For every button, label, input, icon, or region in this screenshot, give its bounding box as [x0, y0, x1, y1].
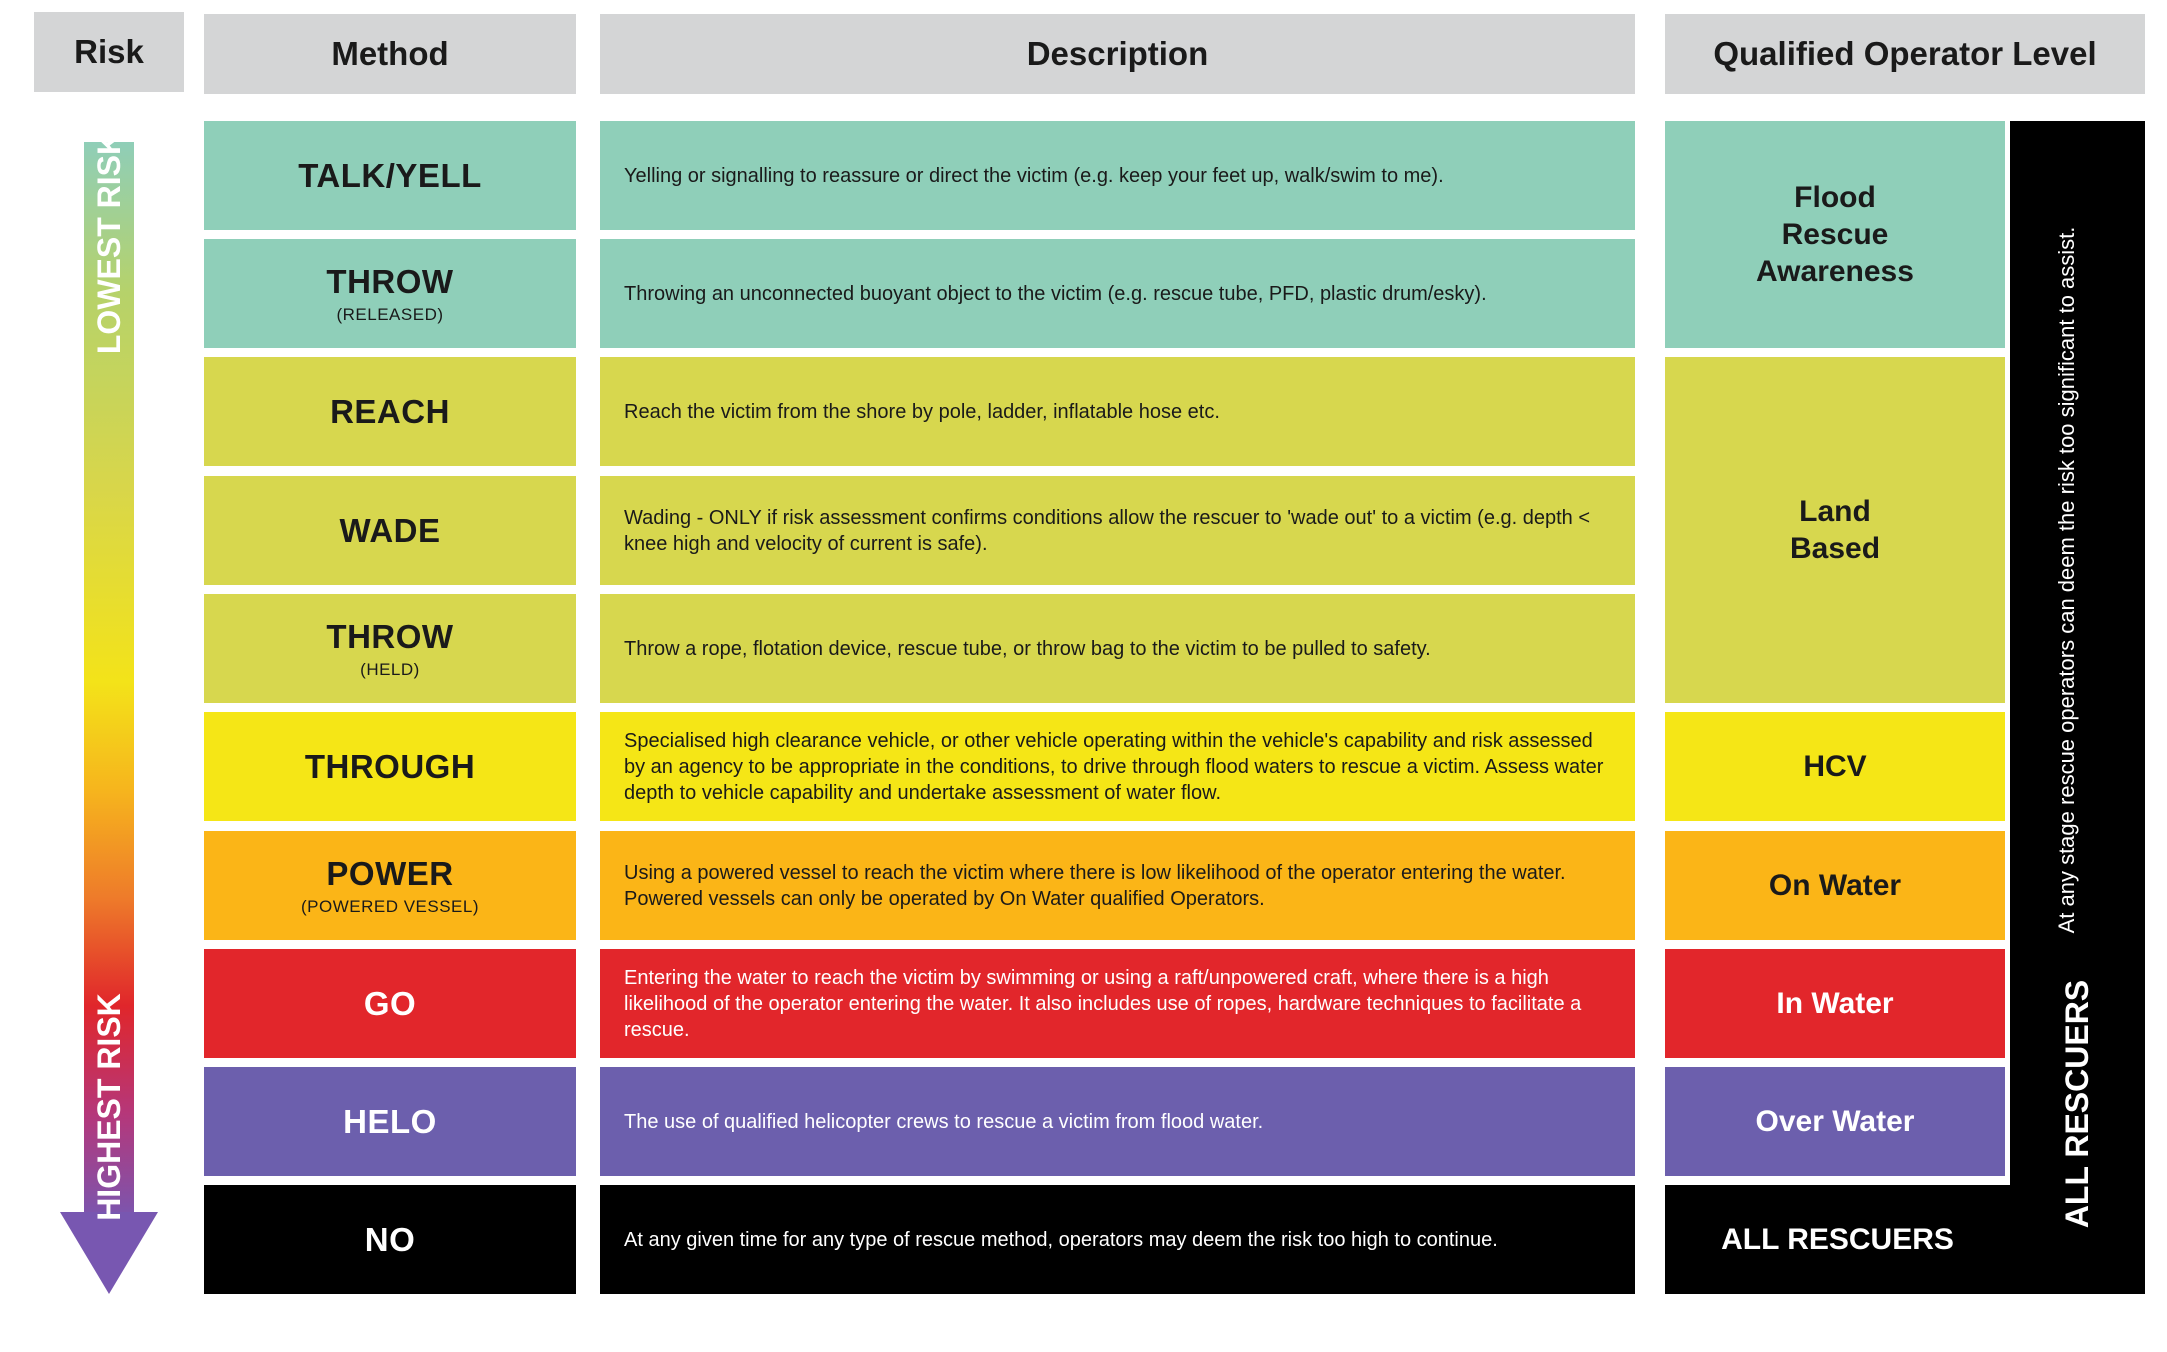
level-label: Land Based — [1789, 495, 1881, 565]
description-cell — [600, 357, 1635, 466]
description-cell — [600, 1185, 1635, 1294]
description-text: The use of qualified helicopter crews to rescue a victim from flood water. — [624, 1110, 1264, 1133]
method-cell — [204, 831, 576, 940]
qualified-operator-level-header: Qualified Operator Level — [1665, 14, 2145, 94]
method-name: THROW — [326, 617, 454, 655]
method-name: TALK/YELL — [298, 156, 482, 194]
description-cell — [600, 712, 1635, 821]
level-label: HCV — [1803, 750, 1867, 783]
lowest-risk-label: LOWEST RISK — [91, 131, 127, 355]
side-panel-all-rescuers-label: ALL RESCUERS — [2059, 979, 2095, 1229]
description-text: Wading - ONLY if risk assessment confirms conditions allow the rescuer to 'wade out' to a victim (e.g. depth < knee high and velocity of current is safe). — [624, 506, 1591, 555]
description-text: Entering the water to reach the victim by swimming or using a raft/unpowered craft, where there is a high likelihood of the operator entering the water. It also includes use of ropes, hardware techniques to facilitate a rescue. — [624, 966, 1582, 1041]
method-name: GO — [363, 984, 417, 1022]
method-cell — [204, 121, 576, 230]
description-text: Reach the victim from the shore by pole, ladder, inflatable hose etc. — [624, 400, 1220, 423]
level-label: Over Water — [1755, 1105, 1915, 1138]
description-cell — [600, 476, 1635, 585]
level-land-based — [1665, 357, 2005, 703]
method-name: THROW — [326, 262, 454, 300]
description-text: Throwing an unconnected buoyant object to the victim (e.g. rescue tube, PFD, plastic drum/esky). — [624, 282, 1487, 305]
level-flood-rescue-awareness — [1665, 121, 2005, 348]
highest-risk-label: HIGHEST RISK — [91, 993, 127, 1221]
description-text: Using a powered vessel to reach the victim where there is low likelihood of the operator entering the water. Powered vessels can only be operated by On Water qualified Operators. — [624, 861, 1566, 910]
description-cell — [600, 949, 1635, 1058]
level-label: On Water — [1768, 869, 1902, 902]
description-cell — [600, 239, 1635, 348]
risk-header: Risk — [34, 12, 184, 92]
method-name: WADE — [339, 511, 441, 549]
method-subtitle: (RELEASED) — [336, 304, 444, 324]
side-panel-note: At any stage rescue operators can deem the risk too significant to assist. — [2054, 226, 2079, 934]
level-label: ALL RESCUERS — [1721, 1223, 1954, 1256]
method-cell — [204, 476, 576, 585]
method-name: THROUGH — [304, 747, 476, 785]
method-name: HELO — [343, 1102, 437, 1140]
description-text: Specialised high clearance vehicle, or other vehicle operating within the vehicle's capability and risk assessed by an agency to be appropriate in the conditions, to drive through flood waters to rescue a victim. Assess water depth to vehicle capability and undertake assessment of water flow. — [624, 729, 1604, 804]
description-cell — [600, 594, 1635, 703]
method-subtitle: (POWERED VESSEL) — [300, 896, 480, 916]
level-over-water — [1665, 1067, 2005, 1176]
method-cell — [204, 949, 576, 1058]
method-cell — [204, 239, 576, 348]
method-cell — [204, 1067, 576, 1176]
level-label: In Water — [1776, 987, 1894, 1020]
description-header: Description — [600, 14, 1635, 94]
description-text: Yelling or signalling to reassure or direct the victim (e.g. keep your feet up, walk/swim to me). — [624, 164, 1444, 187]
description-cell — [600, 121, 1635, 230]
level-on-water — [1665, 831, 2005, 940]
method-subtitle: (HELD) — [360, 659, 420, 679]
method-cell — [204, 594, 576, 703]
method-name: REACH — [330, 392, 450, 430]
method-cell — [204, 357, 576, 466]
method-cell — [204, 1185, 576, 1294]
method-cell — [204, 712, 576, 821]
method-name: NO — [364, 1220, 416, 1258]
method-header: Method — [204, 14, 576, 94]
description-text: At any given time for any type of rescue method, operators may deem the risk too high to continue. — [624, 1228, 1498, 1251]
level-all-rescuers — [1665, 1185, 2010, 1294]
level-hcv — [1665, 712, 2005, 821]
description-text: Throw a rope, flotation device, rescue tube, or throw bag to the victim to be pulled to safety. — [624, 637, 1431, 660]
description-cell — [600, 831, 1635, 940]
level-label: Flood Rescue Awareness — [1756, 181, 1914, 288]
level-in-water — [1665, 949, 2005, 1058]
description-cell — [600, 1067, 1635, 1176]
method-name: POWER — [326, 854, 454, 892]
